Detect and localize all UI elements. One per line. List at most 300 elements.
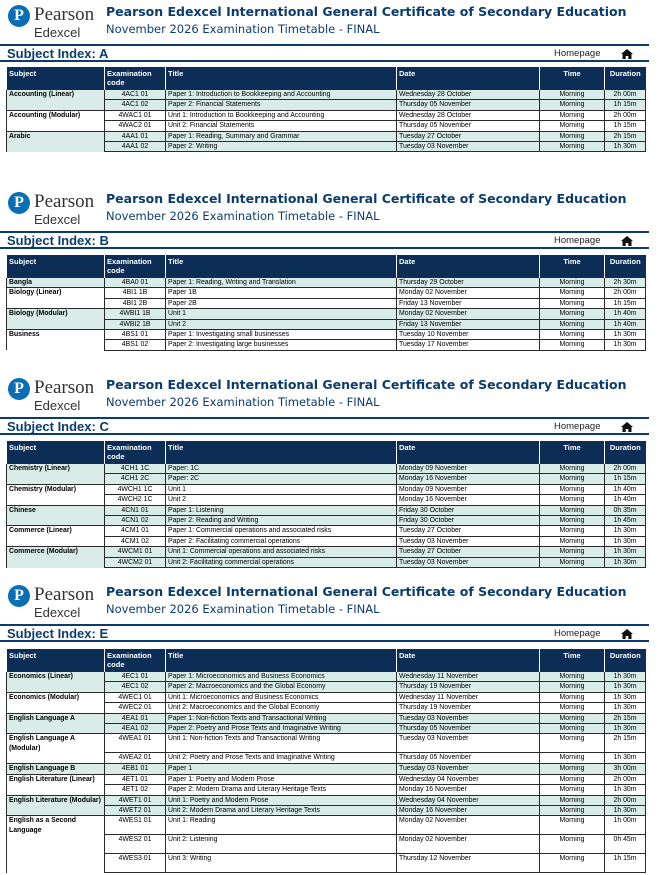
col-duration: Duration [605, 441, 646, 464]
time-cell: Morning [540, 110, 605, 120]
title-cell: Paper 2: Investigating large businesses [166, 340, 397, 350]
code-cell: 4WET2 01 [105, 806, 166, 816]
code-cell: 4AC1 01 [105, 90, 166, 100]
date-cell: Wednesday 11 November [397, 692, 540, 702]
subject-cell: Chinese [7, 505, 105, 526]
date-cell: Thursday 29 October [397, 278, 540, 288]
logo-sub: Edexcel [34, 398, 81, 413]
title-cell: Paper 1: Poetry and Modern Prose [166, 774, 397, 784]
date-cell: Wednesday 04 November [397, 774, 540, 784]
col-subject: Subject [7, 441, 105, 464]
time-cell: Morning [540, 464, 605, 474]
title-cell: Paper 1: Microeconomics and Business Economics [166, 672, 397, 682]
subject-cell: English as a Second Language [7, 816, 105, 873]
subject-index-bar [0, 231, 649, 249]
date-cell: Wednesday 28 October [397, 110, 540, 120]
pearson-logo [8, 189, 98, 229]
duration-cell: 1h 15m [605, 100, 646, 110]
homepage-link[interactable]: Homepage [554, 48, 601, 59]
title-cell: Paper 2: Poetry and Prose Texts and Imaginative Writing [166, 724, 397, 734]
duration-cell: 1h 30m [605, 703, 646, 713]
duration-cell: 1h 30m [605, 806, 646, 816]
code-cell: 4BS1 02 [105, 340, 166, 350]
document-title: Pearson Edexcel International General Certificate of Secondary Education [106, 191, 627, 206]
subject-cell: Biology (Linear) [7, 288, 105, 309]
section-2 [0, 187, 663, 349]
table-row [7, 309, 646, 319]
col-duration: Duration [605, 649, 646, 672]
duration-cell: 1h 30m [605, 340, 646, 350]
code-cell: 4AA1 02 [105, 142, 166, 152]
code-cell: 4WEC2 01 [105, 703, 166, 713]
time-cell: Morning [540, 816, 605, 835]
time-cell: Morning [540, 713, 605, 723]
col-code-line2: code [107, 78, 125, 87]
code-cell: 4WEC1 01 [105, 692, 166, 702]
time-cell: Morning [540, 278, 605, 288]
code-cell: 4WEA2 01 [105, 753, 166, 764]
page-header [0, 0, 663, 44]
page-header [0, 187, 663, 231]
subject-cell: Accounting (Linear) [7, 90, 105, 111]
logo-word: Pearson [34, 377, 95, 398]
table-header-row [7, 441, 646, 464]
code-cell: 4WAC2 01 [105, 121, 166, 131]
col-time: Time [540, 67, 605, 90]
pearson-p-icon: P [8, 192, 30, 214]
col-code-line2: code [107, 660, 125, 669]
code-cell: 4BI1 1B [105, 288, 166, 298]
logo-word: Pearson [34, 584, 95, 605]
logo-word: Pearson [34, 4, 95, 25]
table-row [7, 131, 646, 141]
date-cell: Tuesday 27 October [397, 526, 540, 536]
timetable-table [6, 255, 646, 351]
duration-cell: 2h 00m [605, 795, 646, 805]
duration-cell: 1h 30m [605, 682, 646, 692]
code-cell: 4CN1 01 [105, 505, 166, 515]
title-cell: Paper: 2C [166, 474, 397, 484]
date-cell: Thursday 12 November [397, 854, 540, 873]
document-title: Pearson Edexcel International General Certificate of Secondary Education [106, 4, 627, 19]
col-code-line1: Examination [107, 651, 152, 660]
col-title: Title [166, 255, 397, 278]
code-cell: 4WES1 01 [105, 816, 166, 835]
date-cell: Wednesday 04 November [397, 795, 540, 805]
time-cell: Morning [540, 753, 605, 764]
date-cell: Tuesday 27 October [397, 547, 540, 557]
home-icon[interactable] [621, 629, 633, 639]
time-cell: Morning [540, 703, 605, 713]
date-cell: Thursday 19 November [397, 703, 540, 713]
table-row [7, 547, 646, 557]
duration-cell: 2h 00m [605, 774, 646, 784]
code-cell: 4WCH1 1C [105, 484, 166, 494]
title-cell: Unit 2: Listening [166, 835, 397, 854]
duration-cell: 1h 30m [605, 142, 646, 152]
subject-cell: Business [7, 330, 105, 351]
code-cell: 4WCH2 1C [105, 495, 166, 505]
timetable-table [6, 649, 646, 873]
homepage-link[interactable]: Homepage [554, 628, 601, 639]
pearson-logo [8, 582, 98, 622]
title-cell: Unit 2: Modern Drama and Literary Heritage Texts [166, 806, 397, 816]
time-cell: Morning [540, 806, 605, 816]
subject-cell: Biology (Modular) [7, 309, 105, 330]
code-cell: 4CH1 1C [105, 464, 166, 474]
time-cell: Morning [540, 764, 605, 774]
date-cell: Thursday 05 November [397, 753, 540, 764]
time-cell: Morning [540, 340, 605, 350]
duration-cell: 1h 30m [605, 526, 646, 536]
duration-cell: 1h 30m [605, 557, 646, 567]
subject-index-label: Subject Index: A [7, 46, 109, 61]
table-row [7, 672, 646, 682]
logo-sub: Edexcel [34, 605, 81, 620]
title-cell: Unit 3: Writing [166, 854, 397, 873]
subject-index-bar [0, 624, 649, 642]
duration-cell: 1h 15m [605, 854, 646, 873]
document-subtitle: November 2026 Examination Timetable - FINAL [106, 209, 380, 223]
col-code-line1: Examination [107, 69, 152, 78]
duration-cell: 1h 15m [605, 121, 646, 131]
title-cell: Unit 1 [166, 484, 397, 494]
col-time: Time [540, 649, 605, 672]
code-cell: 4WBI1 1B [105, 309, 166, 319]
home-icon[interactable] [621, 422, 633, 432]
date-cell: Monday 16 November [397, 806, 540, 816]
table-header-row [7, 255, 646, 278]
title-cell: Paper 1: Non-fiction Texts and Transactional Writing [166, 713, 397, 723]
duration-cell: 1h 30m [605, 785, 646, 795]
col-date: Date [397, 255, 540, 278]
duration-cell: 1h 30m [605, 536, 646, 546]
table-row [7, 734, 646, 753]
title-cell: Paper 2: Writing [166, 142, 397, 152]
homepage-link[interactable]: Homepage [554, 421, 601, 432]
col-code [105, 649, 166, 672]
time-cell: Morning [540, 288, 605, 298]
subject-cell: Commerce (Linear) [7, 526, 105, 547]
title-cell: Paper 1 [166, 764, 397, 774]
title-cell: Paper 2B [166, 298, 397, 308]
page-header [0, 580, 663, 624]
code-cell: 4WET1 01 [105, 795, 166, 805]
duration-cell: 1h 40m [605, 484, 646, 494]
table-row [7, 774, 646, 784]
title-cell: Paper 1: Introduction to Bookkeeping and Accounting [166, 90, 397, 100]
col-subject: Subject [7, 255, 105, 278]
duration-cell: 2h 15m [605, 734, 646, 753]
title-cell: Unit 1: Non-fiction Texts and Transactional Writing [166, 734, 397, 753]
title-cell: Unit 1: Microeconomics and Business Economics [166, 692, 397, 702]
date-cell: Wednesday 11 November [397, 672, 540, 682]
title-cell: Unit 1 [166, 309, 397, 319]
date-cell: Monday 16 November [397, 474, 540, 484]
subject-cell: English Language A (Modular) [7, 734, 105, 764]
code-cell: 4AA1 01 [105, 131, 166, 141]
date-cell: Monday 02 November [397, 816, 540, 835]
document-subtitle: November 2026 Examination Timetable - FINAL [106, 395, 380, 409]
col-time: Time [540, 441, 605, 464]
table-row [7, 795, 646, 805]
home-icon[interactable] [621, 236, 633, 246]
duration-cell: 1h 30m [605, 724, 646, 734]
code-cell: 4ET1 02 [105, 785, 166, 795]
date-cell: Thursday 05 November [397, 100, 540, 110]
col-code-line2: code [107, 452, 125, 461]
pearson-p-icon: P [8, 378, 30, 400]
subject-cell: Chemistry (Modular) [7, 484, 105, 505]
code-cell: 4CN1 02 [105, 516, 166, 526]
table-row [7, 330, 646, 340]
code-cell: 4WAC1 01 [105, 110, 166, 120]
duration-cell: 1h 15m [605, 474, 646, 484]
date-cell: Friday 13 November [397, 298, 540, 308]
code-cell: 4BS1 01 [105, 330, 166, 340]
duration-cell: 2h 15m [605, 713, 646, 723]
time-cell: Morning [540, 121, 605, 131]
time-cell: Morning [540, 495, 605, 505]
col-code-line2: code [107, 266, 125, 275]
subject-cell: English Language A [7, 713, 105, 734]
logo-word: Pearson [34, 191, 95, 212]
code-cell: 4WCM2 01 [105, 557, 166, 567]
pearson-logo [8, 2, 98, 42]
title-cell: Paper 1: Reading, Writing and Translation [166, 278, 397, 288]
code-cell: 4WEA1 01 [105, 734, 166, 753]
date-cell: Tuesday 03 November [397, 734, 540, 753]
code-cell: 4WCM1 01 [105, 547, 166, 557]
date-cell: Friday 30 October [397, 505, 540, 515]
title-cell: Unit 2: Financial Statements [166, 121, 397, 131]
subject-index-bar [0, 44, 649, 62]
code-cell: 4EA1 01 [105, 713, 166, 723]
date-cell: Monday 16 November [397, 495, 540, 505]
date-cell: Monday 02 November [397, 309, 540, 319]
subject-cell: Bangla [7, 278, 105, 288]
time-cell: Morning [540, 774, 605, 784]
duration-cell: 1h 00m [605, 816, 646, 835]
code-cell: 4WES3 01 [105, 854, 166, 873]
title-cell: Paper: 1C [166, 464, 397, 474]
col-code [105, 441, 166, 464]
table-row [7, 692, 646, 702]
table-row [7, 288, 646, 298]
table-header-row [7, 67, 646, 90]
code-cell: 4AC1 02 [105, 100, 166, 110]
title-cell: Paper 1: Commercial operations and associated risks [166, 526, 397, 536]
date-cell: Tuesday 03 November [397, 764, 540, 774]
code-cell: 4EC1 01 [105, 672, 166, 682]
date-cell: Thursday 19 November [397, 682, 540, 692]
time-cell: Morning [540, 90, 605, 100]
subject-cell: Commerce (Modular) [7, 547, 105, 568]
table-row [7, 526, 646, 536]
table-row [7, 505, 646, 515]
subject-cell: Chemistry (Linear) [7, 464, 105, 485]
time-cell: Morning [540, 835, 605, 854]
title-cell: Paper 2: Macroeconomics and the Global Economy [166, 682, 397, 692]
title-cell: Paper 2: Reading and Writing [166, 516, 397, 526]
col-time: Time [540, 255, 605, 278]
time-cell: Morning [540, 100, 605, 110]
duration-cell: 2h 00m [605, 288, 646, 298]
title-cell: Unit 1: Commercial operations and associated risks [166, 547, 397, 557]
time-cell: Morning [540, 131, 605, 141]
code-cell: 4EB1 01 [105, 764, 166, 774]
time-cell: Morning [540, 309, 605, 319]
document-title: Pearson Edexcel International General Certificate of Secondary Education [106, 584, 627, 599]
title-cell: Paper 2: Facilitating commercial operations [166, 536, 397, 546]
table-row [7, 484, 646, 494]
title-cell: Paper 2: Financial Statements [166, 100, 397, 110]
subject-cell: Economics (Linear) [7, 672, 105, 693]
title-cell: Paper 1: Listening [166, 505, 397, 515]
duration-cell: 3h 00m [605, 764, 646, 774]
title-cell: Paper 2: Modern Drama and Literary Heritage Texts [166, 785, 397, 795]
timetable-table [6, 67, 646, 152]
duration-cell: 2h 15m [605, 131, 646, 141]
table-row [7, 278, 646, 288]
table-row [7, 110, 646, 120]
duration-cell: 2h 30m [605, 278, 646, 288]
col-date: Date [397, 67, 540, 90]
logo-sub: Edexcel [34, 25, 81, 40]
table-row [7, 90, 646, 100]
date-cell: Tuesday 17 November [397, 340, 540, 350]
time-cell: Morning [540, 536, 605, 546]
col-subject: Subject [7, 67, 105, 90]
col-title: Title [166, 441, 397, 464]
duration-cell: 1h 30m [605, 547, 646, 557]
table-row [7, 816, 646, 835]
col-date: Date [397, 649, 540, 672]
time-cell: Morning [540, 298, 605, 308]
duration-cell: 0h 45m [605, 835, 646, 854]
duration-cell: 1h 30m [605, 672, 646, 682]
col-subject: Subject [7, 649, 105, 672]
document-subtitle: November 2026 Examination Timetable - FINAL [106, 602, 380, 616]
duration-cell: 1h 30m [605, 692, 646, 702]
date-cell: Friday 13 November [397, 319, 540, 329]
section-4 [0, 580, 663, 863]
code-cell: 4CH1 2C [105, 474, 166, 484]
date-cell: Monday 09 November [397, 464, 540, 474]
duration-cell: 2h 00m [605, 90, 646, 100]
table-row [7, 464, 646, 474]
date-cell: Monday 16 November [397, 785, 540, 795]
code-cell: 4WBI2 1B [105, 319, 166, 329]
col-duration: Duration [605, 255, 646, 278]
subject-cell: Accounting (Modular) [7, 110, 105, 131]
pearson-p-icon: P [8, 5, 30, 27]
time-cell: Morning [540, 682, 605, 692]
document-title: Pearson Edexcel International General Certificate of Secondary Education [106, 377, 627, 392]
col-code [105, 255, 166, 278]
duration-cell: 1h 40m [605, 319, 646, 329]
home-icon[interactable] [621, 49, 633, 59]
duration-cell: 1h 45m [605, 516, 646, 526]
date-cell: Wednesday 28 October [397, 90, 540, 100]
time-cell: Morning [540, 319, 605, 329]
date-cell: Tuesday 03 November [397, 557, 540, 567]
time-cell: Morning [540, 484, 605, 494]
section-1 [0, 0, 663, 151]
title-cell: Unit 2: Facilitating commercial operations [166, 557, 397, 567]
col-duration: Duration [605, 67, 646, 90]
time-cell: Morning [540, 724, 605, 734]
duration-cell: 1h 40m [605, 495, 646, 505]
subject-index-label: Subject Index: B [7, 233, 109, 248]
duration-cell: 1h 30m [605, 753, 646, 764]
time-cell: Morning [540, 526, 605, 536]
code-cell: 4BI1 2B [105, 298, 166, 308]
col-date: Date [397, 441, 540, 464]
title-cell: Paper 1B [166, 288, 397, 298]
table-header-row [7, 649, 646, 672]
title-cell: Paper 1: Reading, Summary and Grammar [166, 131, 397, 141]
subject-index-bar [0, 417, 649, 435]
subject-cell: Economics (Modular) [7, 692, 105, 713]
subject-index-label: Subject Index: E [7, 626, 109, 641]
date-cell: Monday 02 November [397, 835, 540, 854]
section-3 [0, 373, 663, 566]
timetable-table [6, 441, 646, 568]
table-row [7, 764, 646, 774]
page-header [0, 373, 663, 417]
col-title: Title [166, 67, 397, 90]
code-cell: 4BA0 01 [105, 278, 166, 288]
code-cell: 4EA1 02 [105, 724, 166, 734]
col-code-line1: Examination [107, 257, 152, 266]
duration-cell: 0h 35m [605, 505, 646, 515]
document-subtitle: November 2026 Examination Timetable - FINAL [106, 22, 380, 36]
col-code-line1: Examination [107, 443, 152, 452]
time-cell: Morning [540, 474, 605, 484]
homepage-link[interactable]: Homepage [554, 235, 601, 246]
date-cell: Tuesday 03 November [397, 142, 540, 152]
title-cell: Unit 1: Reading [166, 816, 397, 835]
title-cell: Unit 2 [166, 495, 397, 505]
duration-cell: 1h 30m [605, 330, 646, 340]
duration-cell: 1h 15m [605, 298, 646, 308]
time-cell: Morning [540, 854, 605, 873]
code-cell: 4ET1 01 [105, 774, 166, 784]
duration-cell: 2h 00m [605, 464, 646, 474]
time-cell: Morning [540, 692, 605, 702]
time-cell: Morning [540, 795, 605, 805]
time-cell: Morning [540, 547, 605, 557]
pearson-logo [8, 375, 98, 415]
title-cell: Unit 1: Introduction to Bookkeeping and Accounting [166, 110, 397, 120]
subject-cell: Arabic [7, 131, 105, 152]
time-cell: Morning [540, 557, 605, 567]
code-cell: 4CM1 02 [105, 536, 166, 546]
subject-index-label: Subject Index: C [7, 419, 109, 434]
duration-cell: 1h 40m [605, 309, 646, 319]
date-cell: Friday 30 October [397, 516, 540, 526]
date-cell: Tuesday 03 November [397, 536, 540, 546]
title-cell: Unit 2: Poetry and Prose Texts and Imaginative Writing [166, 753, 397, 764]
time-cell: Morning [540, 516, 605, 526]
time-cell: Morning [540, 734, 605, 753]
code-cell: 4CM1 01 [105, 526, 166, 536]
time-cell: Morning [540, 785, 605, 795]
date-cell: Thursday 05 November [397, 724, 540, 734]
time-cell: Morning [540, 142, 605, 152]
date-cell: Monday 09 November [397, 484, 540, 494]
